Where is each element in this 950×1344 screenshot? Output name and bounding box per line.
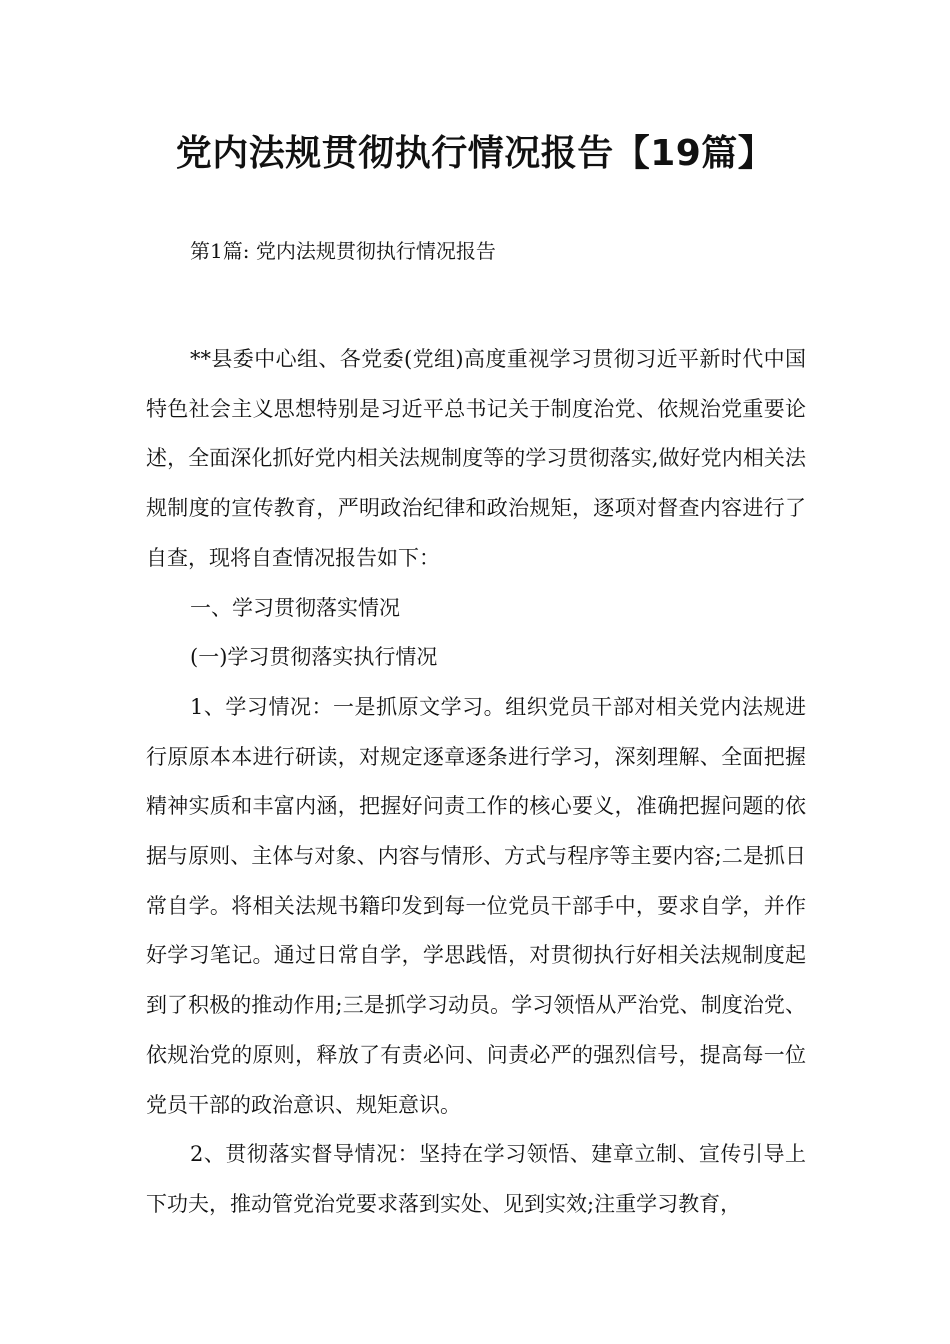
body-paragraph-intro: **县委中心组、各党委(党组)高度重视学习贯彻习近平新时代中国特色社会主义思想特别是习近平总书记关于制度治党、依规治党重要论述，全面深化抓好党内相关法规制度等的学习贯彻落实,做好党内相关法规制度的宣传教育，严明政治纪律和政治规矩，逐项对督查内容进行了自查，现将自查情况报告如下： (146, 347, 806, 570)
body-paragraph-study: 1、学习情况：一是抓原文学习。组织党员干部对相关党内法规进行原原本本进行研读，对规定逐章逐条进行学习，深刻理解、全面把握精神实质和丰富内涵，把握好问责工作的核心要义，准确把握问题的依据与原则、主体与对象、内容与情形、方式与程序等主要内容;二是抓日常自学。将相关法规书籍印发到每一位党员干部手中，要求自学，并作好学习笔记。通过日常自学，学思践悟，对贯彻执行好相关法规制度起到了积极的推动作用;三是抓学习动员。学习领悟从严治党、制度治党、依规治党的原则，释放了有责必问、问责必严的强烈信号，提高每一位党员干部的政治意识、规矩意识。 (146, 694, 806, 1117)
chapter-subtitle: 第1篇: 党内法规贯彻执行情况报告 (190, 239, 496, 263)
document-title: 党内法规贯彻执行情况报告【19篇】 (175, 133, 775, 174)
section-heading-1: 一、学习贯彻落实情况 (190, 595, 400, 620)
document-body (146, 335, 806, 1230)
subsection-heading-1: (一)学习贯彻落实执行情况 (190, 645, 438, 670)
body-paragraph-supervision: 2、贯彻落实督导情况：坚持在学习领悟、建章立制、宣传引导上下功夫，推动管党治党要求落到实处、见到实效;注重学习教育， (146, 1142, 806, 1216)
